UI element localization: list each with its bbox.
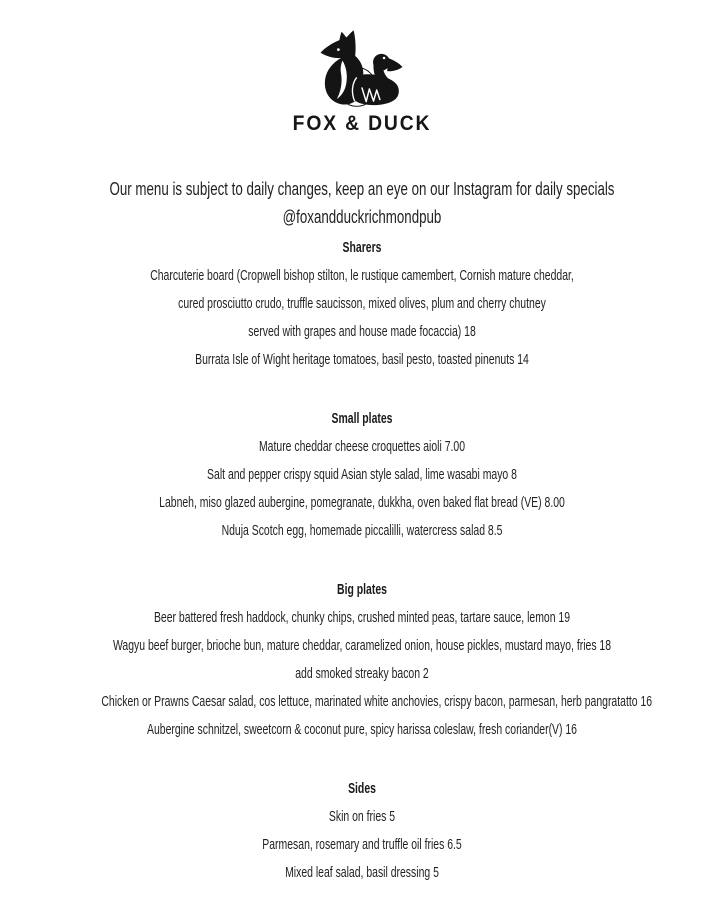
intro-text: Our menu is subject to daily changes, keep an eye on our Instagram for daily specials: [109, 178, 615, 199]
section-title: Sharers: [342, 240, 382, 256]
intro-note: [0, 175, 724, 231]
section-title: Small plates: [331, 411, 393, 427]
section-title: Sides: [348, 781, 376, 797]
menu-item-line: Parmesan, rosemary and truffle oil fries 6.5: [262, 837, 462, 853]
section-small-plates: [0, 405, 724, 545]
brand-header: [0, 0, 724, 136]
menu-item-line: Beer battered fresh haddock, chunky chips, crushed minted peas, tartare sauce, lemon 19: [153, 610, 571, 626]
menu-item-line: Mixed leaf salad, basil dressing 5: [285, 865, 439, 881]
menu-item-line: Aubergine schnitzel, sweetcorn & coconut pure, spicy harissa coleslaw, fresh coriander(V) 16: [147, 722, 577, 738]
menu-item-line: Mature cheddar cheese croquettes aioli 7.00: [258, 439, 466, 455]
menu-item-line: Salt and pepper crispy squid Asian style salad, lime wasabi mayo 8: [207, 467, 517, 483]
brand-wordmark: FOX & DUCK: [292, 112, 432, 135]
section-sharers: [0, 234, 724, 374]
menu-item-line: served with grapes and house made focaccia) 18: [248, 324, 476, 340]
menu-item-line: Wagyu beef burger, brioche bun, mature cheddar, caramelized onion, house pickles, mustard mayo, fries 18: [112, 638, 612, 654]
menu-item-line: Chicken or Prawns Caesar salad, cos lettuce, marinated white anchovies, crispy bacon, parmesan, herb pangratatto 16: [101, 694, 653, 710]
section-sides: [0, 775, 724, 887]
menu-item-line: add smoked streaky bacon 2: [295, 666, 429, 682]
menu-item-line: Burrata Isle of Wight heritage tomatoes, basil pesto, toasted pinenuts 14: [195, 352, 529, 368]
section-big-plates: [0, 576, 724, 744]
section-title: Big plates: [337, 582, 387, 598]
menu-item-line: Nduja Scotch egg, homemade piccalilli, watercress salad 8.5: [221, 523, 503, 539]
menu-item-line: Labneh, miso glazed aubergine, pomegranate, dukkha, oven baked flat bread (VE) 8.00: [159, 495, 565, 511]
menu-item-line: cured prosciutto crudo, truffle saucisson, mixed olives, plum and cherry chutney: [178, 296, 546, 312]
menu-item-line: Skin on fries 5: [328, 809, 396, 825]
instagram-handle: @foxandduckrichmondpub: [282, 206, 442, 227]
fox-and-duck-logo-icon: [311, 26, 413, 110]
menu-item-line: Charcuterie board (Cropwell bishop stilton, le rustique camembert, Cornish mature cheddar,: [150, 268, 574, 284]
